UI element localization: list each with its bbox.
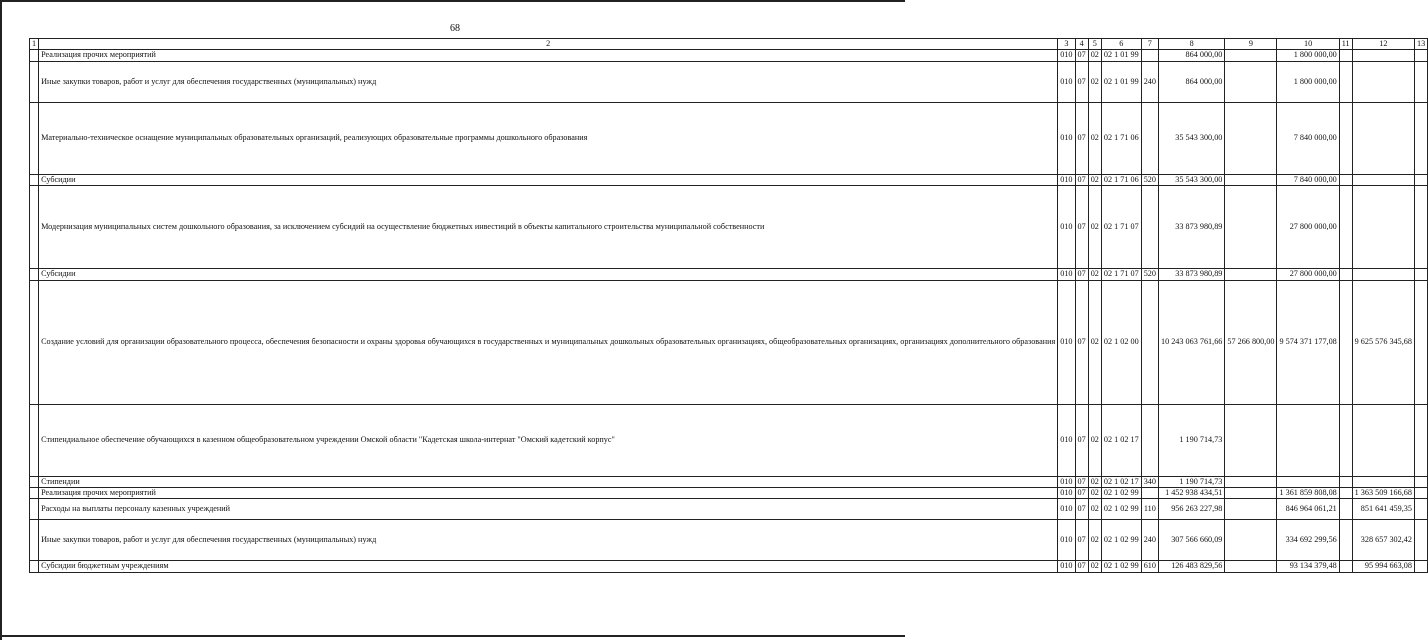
cell-expense-type [1141,50,1158,61]
c1 [30,404,39,476]
cell-target-article: 02 1 71 06 [1101,174,1141,185]
cell-col9 [1225,476,1277,487]
column-header: 4 [1075,39,1088,50]
cell-col13 [1414,186,1427,269]
cell-col10: 334 692 299,56 [1277,520,1339,561]
cell-target-article: 02 1 01 99 [1101,61,1141,102]
row-name: Реализация прочих мероприятий [39,50,1058,61]
cell-target-article: 02 1 02 99 [1101,499,1141,520]
cell-col10: 1 800 000,00 [1277,61,1339,102]
cell-col11 [1339,50,1352,61]
cell-col10: 846 964 061,21 [1277,499,1339,520]
cell-col10: 27 800 000,00 [1277,186,1339,269]
cell-expense-type: 240 [1141,61,1158,102]
column-header: 11 [1339,39,1352,50]
cell-col12 [1352,174,1414,185]
row-name: Реализация прочих мероприятий [39,488,1058,499]
cell-col9 [1225,50,1277,61]
c1 [30,488,39,499]
cell-col9 [1225,561,1277,572]
cell-col10: 93 134 379,48 [1277,561,1339,572]
cell-expense-type: 520 [1141,174,1158,185]
table-row [30,488,1428,499]
cell-section: 07 [1075,102,1088,174]
c1 [30,499,39,520]
cell-section: 07 [1075,174,1088,185]
cell-expense-type [1141,280,1158,404]
cell-col8: 1 452 938 434,51 [1158,488,1224,499]
table-row [30,50,1428,61]
scan-border-top [0,0,905,2]
cell-col11 [1339,174,1352,185]
cell-target-article: 02 1 02 00 [1101,280,1141,404]
cell-subsection: 02 [1088,488,1101,499]
cell-col13 [1414,404,1427,476]
c1 [30,102,39,174]
cell-col9 [1225,488,1277,499]
cell-target-article: 02 1 71 06 [1101,102,1141,174]
cell-col12 [1352,61,1414,102]
cell-section: 07 [1075,520,1088,561]
cell-admin-code: 010 [1058,269,1075,280]
cell-admin-code: 010 [1058,404,1075,476]
cell-col10: 7 840 000,00 [1277,102,1339,174]
column-header: 9 [1225,39,1277,50]
column-number-row [30,39,1428,50]
cell-col9 [1225,102,1277,174]
cell-col11 [1339,488,1352,499]
column-header: 6 [1101,39,1141,50]
cell-col12: 95 994 663,08 [1352,561,1414,572]
cell-col10: 27 800 000,00 [1277,269,1339,280]
cell-expense-type: 110 [1141,499,1158,520]
cell-col11 [1339,404,1352,476]
cell-expense-type [1141,404,1158,476]
cell-expense-type: 610 [1141,561,1158,572]
cell-admin-code: 010 [1058,61,1075,102]
cell-subsection: 02 [1088,174,1101,185]
cell-col12 [1352,404,1414,476]
row-name: Стипендиальное обеспечение обучающихся в казенном общеобразовательном учреждении Омской области "Кадетская школа-интернат "Омский кадетский корпус" [39,404,1058,476]
cell-col12: 851 641 459,35 [1352,499,1414,520]
cell-col13 [1414,50,1427,61]
cell-target-article: 02 1 71 07 [1101,269,1141,280]
table-row [30,476,1428,487]
row-name: Материально-техническое оснащение муниципальных образовательных организаций, реализующих образовательные программы дошкольного образования [39,102,1058,174]
scan-border-bottom [0,635,905,637]
column-header: 8 [1158,39,1224,50]
cell-col8: 35 543 300,00 [1158,102,1224,174]
cell-col13 [1414,61,1427,102]
cell-col10: 1 361 859 808,08 [1277,488,1339,499]
cell-admin-code: 010 [1058,50,1075,61]
cell-col10 [1277,404,1339,476]
cell-col13 [1414,102,1427,174]
cell-col11 [1339,102,1352,174]
column-header: 5 [1088,39,1101,50]
cell-subsection: 02 [1088,61,1101,102]
table-row [30,280,1428,404]
column-header: 10 [1277,39,1339,50]
column-header: 1 [30,39,39,50]
cell-admin-code: 010 [1058,520,1075,561]
cell-col8: 864 000,00 [1158,61,1224,102]
cell-target-article: 02 1 02 99 [1101,561,1141,572]
row-name: Иные закупки товаров, работ и услуг для обеспечения государственных (муниципальных) нужд [39,520,1058,561]
cell-section: 07 [1075,280,1088,404]
cell-col11 [1339,186,1352,269]
cell-target-article: 02 1 01 99 [1101,50,1141,61]
cell-col10: 7 840 000,00 [1277,174,1339,185]
column-header: 2 [39,39,1058,50]
cell-subsection: 02 [1088,520,1101,561]
cell-col13 [1414,269,1427,280]
page-number: 68 [450,23,460,34]
cell-col10: 9 574 371 177,08 [1277,280,1339,404]
cell-subsection: 02 [1088,404,1101,476]
table-row [30,561,1428,572]
cell-col8: 956 263 227,98 [1158,499,1224,520]
cell-col12: 1 363 509 166,68 [1352,488,1414,499]
cell-col13 [1414,280,1427,404]
table-row [30,499,1428,520]
cell-subsection: 02 [1088,561,1101,572]
cell-col11 [1339,561,1352,572]
cell-section: 07 [1075,561,1088,572]
cell-col9 [1225,186,1277,269]
table-row [30,102,1428,174]
cell-target-article: 02 1 02 17 [1101,476,1141,487]
c1 [30,61,39,102]
c1 [30,50,39,61]
row-name: Субсидии [39,174,1058,185]
table-row [30,269,1428,280]
cell-col12 [1352,50,1414,61]
table-row [30,186,1428,269]
cell-section: 07 [1075,476,1088,487]
cell-col9 [1225,269,1277,280]
c1 [30,476,39,487]
cell-expense-type: 340 [1141,476,1158,487]
cell-col12 [1352,102,1414,174]
cell-col8: 10 243 063 761,66 [1158,280,1224,404]
cell-expense-type: 240 [1141,520,1158,561]
cell-col11 [1339,476,1352,487]
column-header: 12 [1352,39,1414,50]
cell-col12 [1352,186,1414,269]
row-name: Создание условий для организации образовательного процесса, обеспечения безопасности и охраны здоровья обучающихся в государственных и муниципальных дошкольных образовательных организациях, общеобразовательных организациях, организациях дополнительного образования [39,280,1058,404]
row-name: Иные закупки товаров, работ и услуг для обеспечения государственных (муниципальных) нужд [39,61,1058,102]
cell-admin-code: 010 [1058,102,1075,174]
cell-col9: 57 266 800,00 [1225,280,1277,404]
cell-col8: 307 566 660,09 [1158,520,1224,561]
cell-col13 [1414,476,1427,487]
row-name: Субсидии [39,269,1058,280]
cell-col12: 9 625 576 345,68 [1352,280,1414,404]
cell-admin-code: 010 [1058,488,1075,499]
cell-col11 [1339,520,1352,561]
cell-col9 [1225,520,1277,561]
cell-col10 [1277,476,1339,487]
cell-subsection: 02 [1088,499,1101,520]
cell-admin-code: 010 [1058,561,1075,572]
cell-section: 07 [1075,50,1088,61]
cell-col8: 35 543 300,00 [1158,174,1224,185]
column-header: 7 [1141,39,1158,50]
cell-target-article: 02 1 02 17 [1101,404,1141,476]
cell-subsection: 02 [1088,476,1101,487]
row-name: Модернизация муниципальных систем дошкольного образования, за исключением субсидий на осуществление бюджетных инвестиций в объекты капитального строительства муниципальной собственности [39,186,1058,269]
cell-col11 [1339,61,1352,102]
c1 [30,561,39,572]
cell-col12 [1352,476,1414,487]
table-row [30,404,1428,476]
cell-col9 [1225,61,1277,102]
c1 [30,520,39,561]
cell-col12: 328 657 302,42 [1352,520,1414,561]
cell-col11 [1339,499,1352,520]
cell-expense-type [1141,186,1158,269]
c1 [30,280,39,404]
cell-expense-type: 520 [1141,269,1158,280]
cell-col9 [1225,404,1277,476]
cell-target-article: 02 1 02 99 [1101,520,1141,561]
cell-target-article: 02 1 71 07 [1101,186,1141,269]
cell-admin-code: 010 [1058,186,1075,269]
c1 [30,186,39,269]
cell-subsection: 02 [1088,186,1101,269]
cell-col8: 33 873 980,89 [1158,269,1224,280]
cell-col10: 1 800 000,00 [1277,50,1339,61]
c1 [30,174,39,185]
cell-col8: 126 483 829,56 [1158,561,1224,572]
cell-col9 [1225,174,1277,185]
cell-section: 07 [1075,61,1088,102]
table-row [30,61,1428,102]
cell-subsection: 02 [1088,269,1101,280]
cell-col8: 864 000,00 [1158,50,1224,61]
row-name: Субсидии бюджетным учреждениям [39,561,1058,572]
cell-col11 [1339,269,1352,280]
cell-section: 07 [1075,186,1088,269]
column-header: 3 [1058,39,1075,50]
cell-subsection: 02 [1088,280,1101,404]
row-name: Расходы на выплаты персоналу казенных учреждений [39,499,1058,520]
cell-col8: 33 873 980,89 [1158,186,1224,269]
cell-section: 07 [1075,404,1088,476]
cell-col13 [1414,174,1427,185]
scan-border-left [0,0,2,640]
cell-subsection: 02 [1088,50,1101,61]
cell-expense-type [1141,102,1158,174]
c1 [30,269,39,280]
cell-section: 07 [1075,499,1088,520]
cell-section: 07 [1075,269,1088,280]
budget-table [29,38,1428,573]
table-row [30,520,1428,561]
cell-target-article: 02 1 02 99 [1101,488,1141,499]
cell-col8: 1 190 714,73 [1158,404,1224,476]
cell-admin-code: 010 [1058,499,1075,520]
cell-col13 [1414,499,1427,520]
cell-col13 [1414,520,1427,561]
cell-subsection: 02 [1088,102,1101,174]
cell-admin-code: 010 [1058,476,1075,487]
row-name: Стипендии [39,476,1058,487]
cell-col12 [1352,269,1414,280]
cell-admin-code: 010 [1058,174,1075,185]
cell-admin-code: 010 [1058,280,1075,404]
cell-section: 07 [1075,488,1088,499]
cell-expense-type [1141,488,1158,499]
cell-col9 [1225,499,1277,520]
cell-col11 [1339,280,1352,404]
column-header: 13 [1414,39,1427,50]
cell-col8: 1 190 714,73 [1158,476,1224,487]
cell-col13 [1414,561,1427,572]
table-row [30,174,1428,185]
cell-col13 [1414,488,1427,499]
